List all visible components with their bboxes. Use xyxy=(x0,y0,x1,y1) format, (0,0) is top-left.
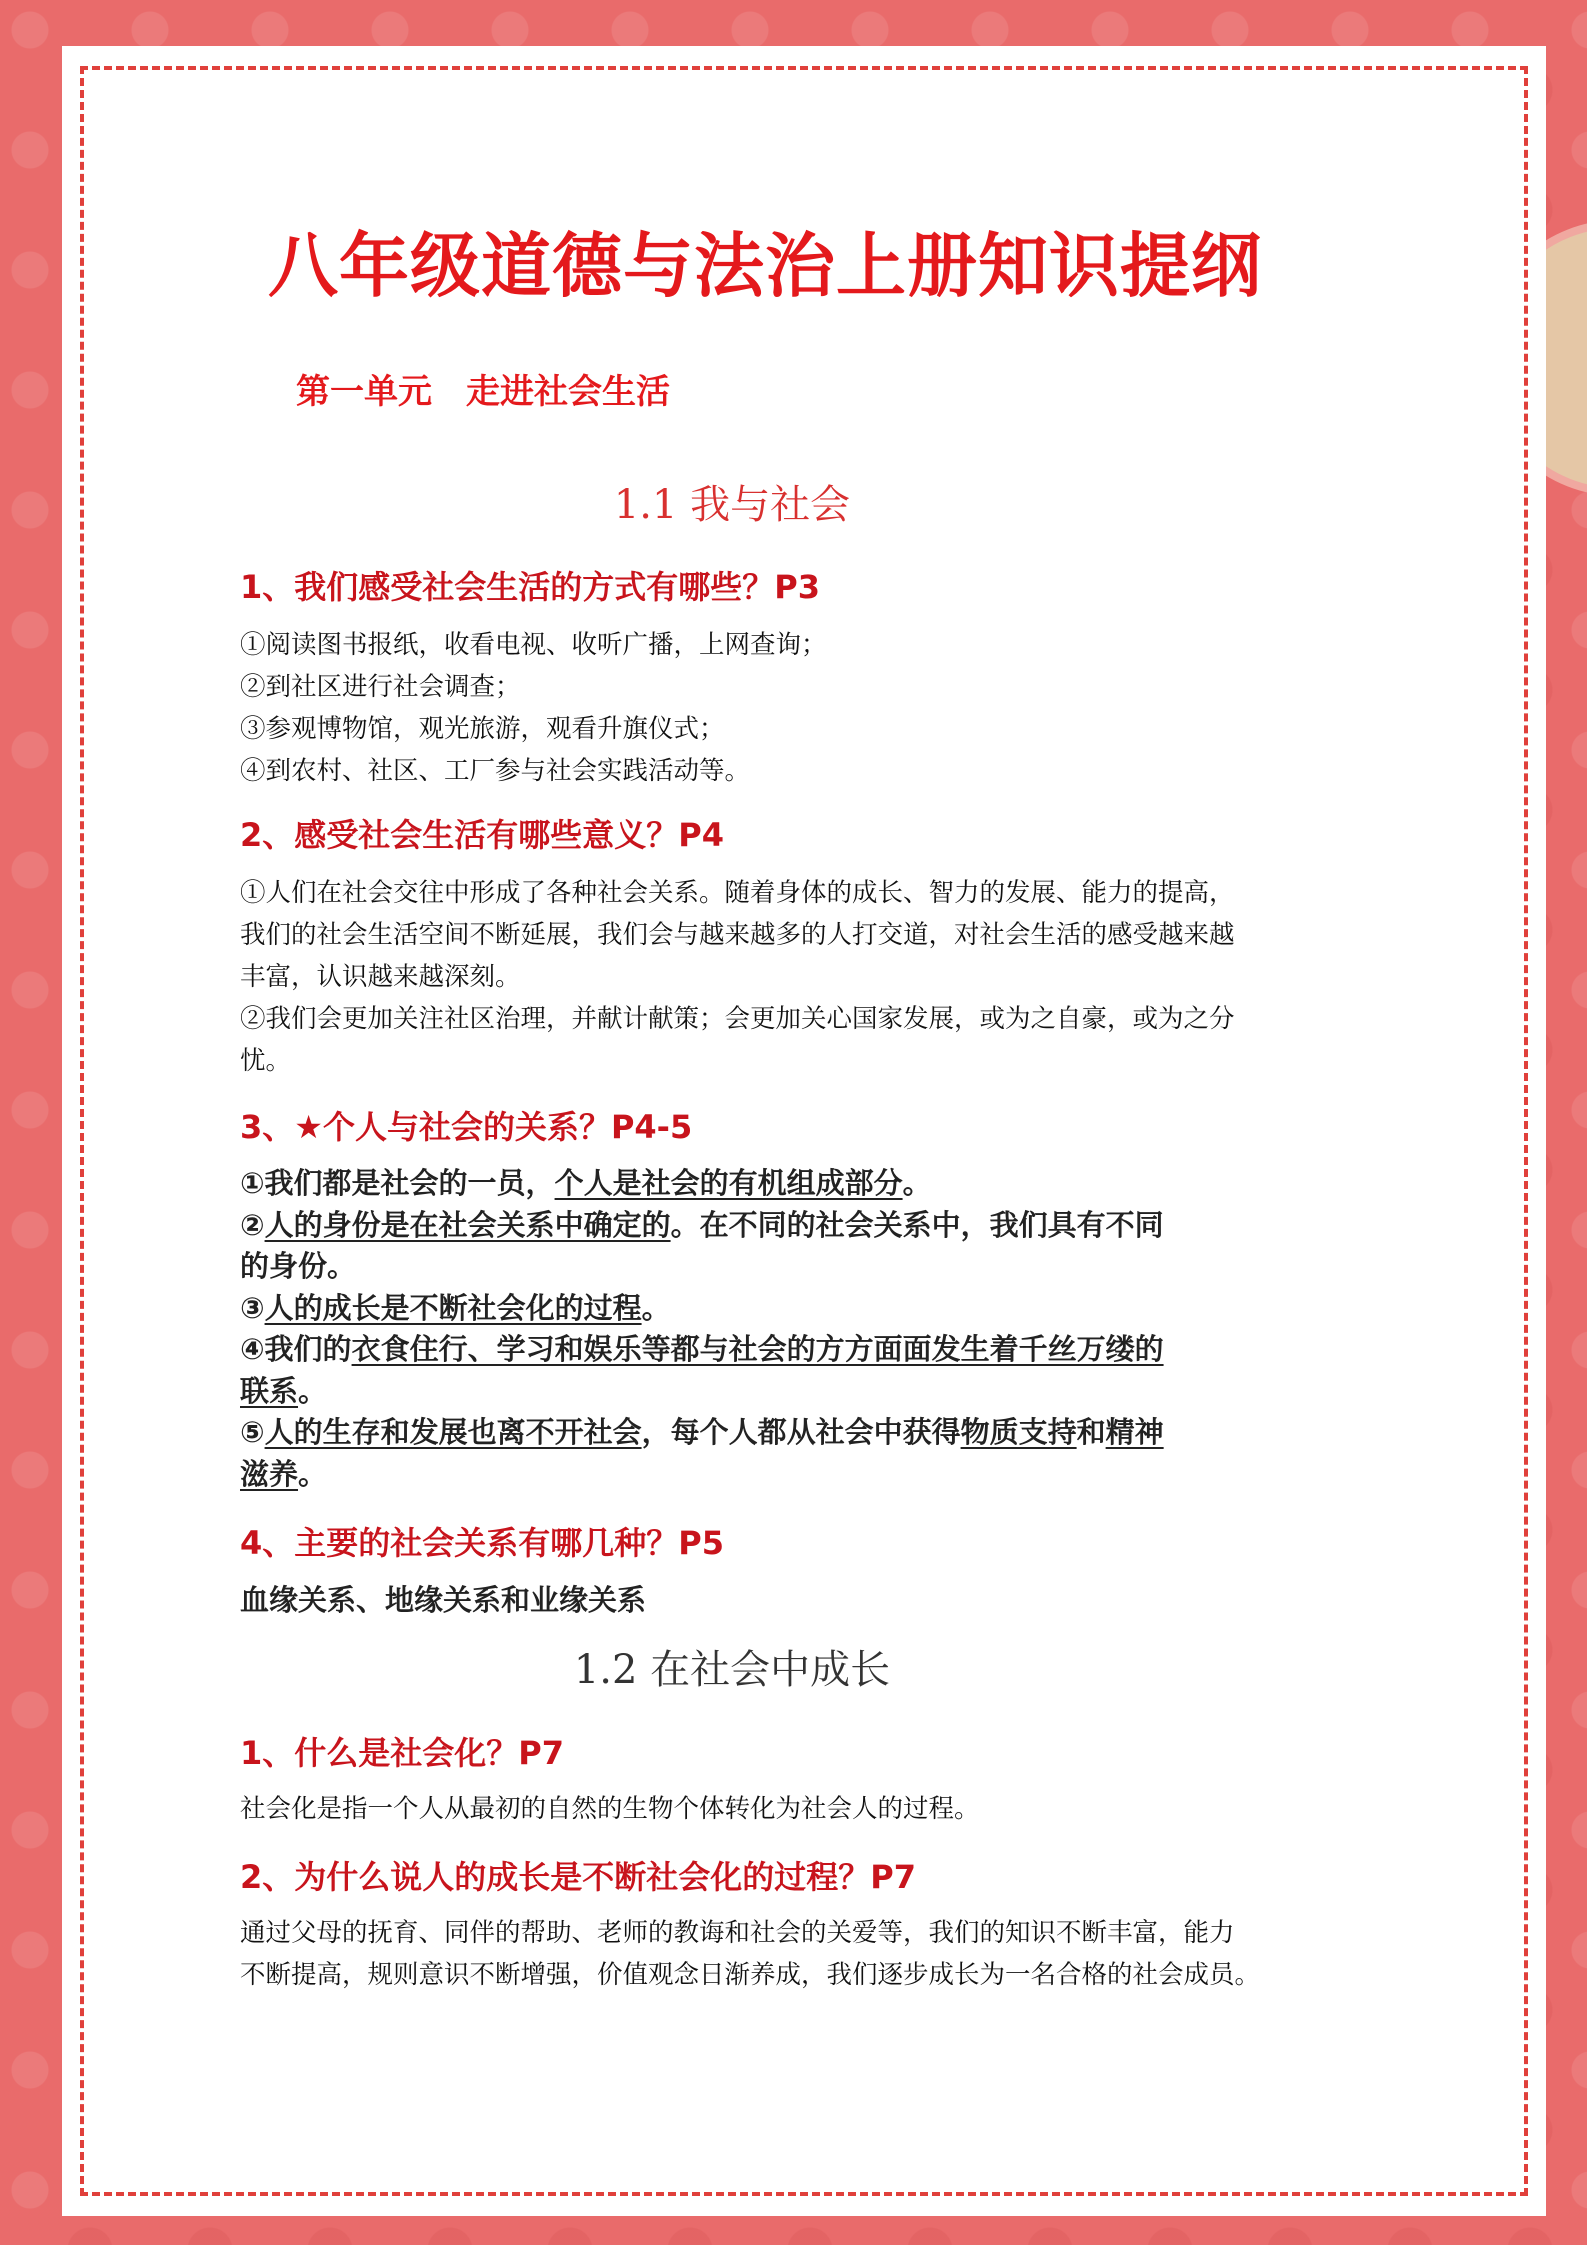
text-run: ⑤ xyxy=(240,1415,265,1449)
underlined-key-point: 衣食住行、学习和娱乐等都与社会的方方面面发生着千丝万缕的 xyxy=(351,1332,1164,1366)
answer-line xyxy=(240,1371,1420,1413)
underlined-key-point: 个人是社会的有机组成部分 xyxy=(554,1166,903,1200)
text-run: 。在不同的社会关系中，我们具有不同 xyxy=(670,1207,1164,1242)
answer-1-2-1 xyxy=(240,1788,1420,1830)
answer-line: 社会化是指一个人从最初的自然的生物个体转化为社会人的过程。 xyxy=(240,1794,980,1824)
underlined-key-point: 滋养 xyxy=(240,1456,299,1491)
answer-1-1-1 xyxy=(240,624,1420,792)
underlined-key-point: 人的成长是不断社会化的过程 xyxy=(264,1290,642,1325)
text-run: 。 xyxy=(641,1290,671,1325)
answer-line xyxy=(240,1412,1420,1454)
answer-line: 不断提高，规则意识不断增强，价值观念日渐养成，我们逐步成长为一名合格的社会成员。 xyxy=(240,1960,1261,1990)
underlined-key-point: 人的生存和发展也离不开社会 xyxy=(264,1415,642,1449)
text-run: ①我们都是社会的一员， xyxy=(240,1166,555,1200)
question-1-1-3: 3、★个人与社会的关系？P4-5 xyxy=(240,1108,693,1146)
section-heading-1-1: 1.1 我与社会 xyxy=(613,482,851,528)
text-run: ② xyxy=(240,1207,265,1242)
text-run: ③ xyxy=(240,1290,265,1325)
answer-line: 血缘关系、地缘关系和业缘关系 xyxy=(240,1583,647,1617)
unit-heading: 第一单元 走进社会生活 xyxy=(296,372,670,412)
text-run: 。 xyxy=(298,1456,328,1491)
answer-line: ③参观博物馆，观光旅游，观看升旗仪式； xyxy=(240,714,725,744)
answer-line: ②到社区进行社会调查； xyxy=(240,672,521,702)
answer-line: 忧。 xyxy=(240,1046,292,1076)
question-1-2-2: 2、为什么说人的成长是不断社会化的过程？P7 xyxy=(240,1858,916,1896)
section-heading-1-2: 1.2 在社会中成长 xyxy=(573,1647,891,1693)
answer-line: ①人们在社会交往中形成了各种社会关系。随着身体的成长、智力的发展、能力的提高， xyxy=(240,878,1235,908)
answer-1-2-2 xyxy=(240,1912,1420,1996)
answer-line: 通过父母的抚育、同伴的帮助、老师的教诲和社会的关爱等，我们的知识不断丰富，能力 xyxy=(240,1918,1235,1948)
answer-line: 丰富，认识越来越深刻。 xyxy=(240,962,521,992)
text-run: 。 xyxy=(902,1166,932,1200)
answer-1-1-2 xyxy=(240,872,1420,1082)
question-1-1-1: 1、我们感受社会生活的方式有哪些？P3 xyxy=(240,568,820,606)
text-run: 。 xyxy=(298,1373,328,1408)
text-run: ④我们的 xyxy=(240,1332,352,1366)
underlined-key-point: 精神 xyxy=(1105,1415,1164,1449)
answer-line: ④到农村、社区、工厂参与社会实践活动等。 xyxy=(240,756,751,786)
document-title: 八年级道德与法治上册知识提纲 xyxy=(268,225,1262,307)
text-run: ，每个人都从社会中获得 xyxy=(641,1415,961,1449)
answer-line: 的身份。 xyxy=(240,1249,357,1283)
answer-line xyxy=(240,1163,1420,1205)
underlined-key-point: 人的身份是在社会关系中确定的 xyxy=(264,1207,671,1242)
text-run: 和 xyxy=(1076,1415,1106,1449)
answer-line: ②我们会更加关注社区治理，并献计献策；会更加关心国家发展，或为之自豪，或为之分 xyxy=(240,1004,1235,1034)
underlined-key-point: 联系 xyxy=(240,1373,299,1408)
question-1-1-2: 2、感受社会生活有哪些意义？P4 xyxy=(240,816,724,854)
question-1-1-4: 4、主要的社会关系有哪几种？P5 xyxy=(240,1524,724,1562)
answer-line: ①阅读图书报纸，收看电视、收听广播，上网查询； xyxy=(240,630,827,660)
answer-line xyxy=(240,1454,1420,1496)
answer-1-1-4 xyxy=(240,1580,1420,1622)
answer-1-1-3 xyxy=(240,1163,1420,1495)
answer-line xyxy=(240,1288,1420,1330)
answer-line: 我们的社会生活空间不断延展，我们会与越来越多的人打交道，对社会生活的感受越来越 xyxy=(240,920,1235,950)
underlined-key-point: 物质支持 xyxy=(960,1415,1077,1449)
question-1-2-1: 1、什么是社会化？P7 xyxy=(240,1734,564,1772)
answer-line xyxy=(240,1205,1420,1247)
answer-line xyxy=(240,1329,1420,1371)
